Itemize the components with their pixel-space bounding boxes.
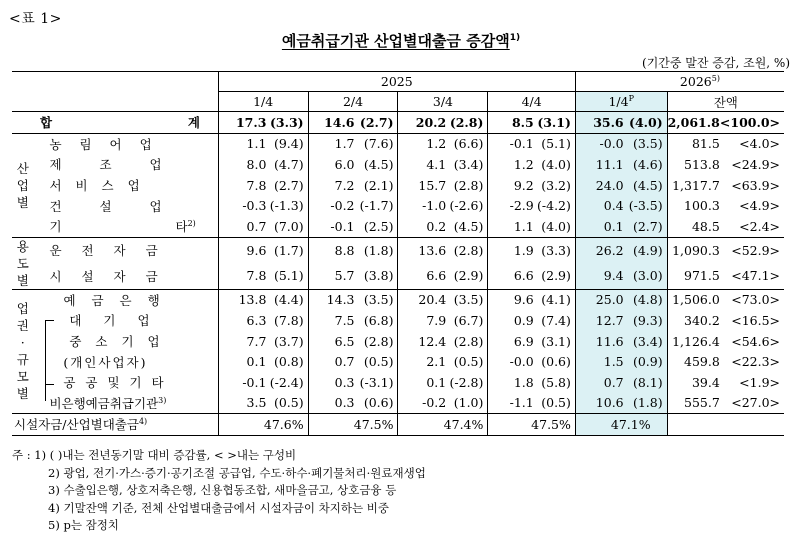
header-row-years: [12, 72, 784, 92]
row-mfg: 제 조 업 8.0 (4.7) 6.0 (4.5) 4.1 (3.4) 1.2 (4.0) 11.1 (4.6) 513.8 <24.9>: [12, 154, 784, 175]
row-op: 용 도 별 운 전 자 금 9.6 (1.7) 8.8 (1.8) 13.6 (2.8) 1.9 (3.3) 26.2 (4.9) 1,090.3 <52.9>: [12, 237, 784, 263]
row-ratio: 시설자금/산업별대출금$^{4)}$ 47.6% 47.5% 47.4% 47.5% 47.1%: [12, 414, 784, 436]
col-q1p: $1/4^P$: [575, 92, 667, 112]
table-title: 예금취급기관 산업별대출금 증감액$^{1)}$: [281, 32, 521, 50]
row-fac: 시 설 자 금 7.8 (5.1) 5.7 (3.8) 6.6 (2.9) 6.6 (2.9) 9.4 (3.0) 971.5 <47.1>: [12, 263, 784, 289]
row-bank: 업 권 · 규 모 별 예 금 은 행 13.8 (4.4) 14.3 (3.5) 20.4 (3.5) 9.6 (4.1) 25.0 (4.8) 1,506.0 <73.0>: [12, 289, 784, 310]
col-q1: 1/4: [218, 92, 308, 112]
footnotes: [12, 447, 426, 535]
row-sole: (개인사업자) 0.1 (0.8) 0.7 (0.5) 2.1 (0.5) -0.0 (0.6) 1.5 (0.9) 459.8 <22.3>: [12, 351, 784, 372]
col-balance: 잔액: [667, 92, 784, 112]
row-svc: 서 비 스 업 7.8 (2.7) 7.2 (2.1) 15.7 (2.8) 9.2 (3.2) 24.0 (4.5) 1,317.7 <63.9>: [12, 175, 784, 196]
col-q4: 4/4: [488, 92, 576, 112]
col-q3: 3/4: [398, 92, 488, 112]
footnote-4: 4) 기말잔액 기준, 전체 산업별대출금에서 시설자금이 차지하는 비중: [48, 500, 389, 515]
footnote-1: 주 : 1) ( )내는 전년동기말 대비 증감률, < >내는 구성비: [12, 448, 297, 462]
loan-table: [12, 71, 784, 436]
unit-note: (기간중 말잔 증감, 조원, %): [642, 56, 790, 70]
bracket-line: [45, 320, 54, 401]
table-label: <표 1>: [9, 11, 62, 27]
footnote-3: 3) 수출입은행, 상호저축은행, 신용협동조합, 새마을금고, 상호금융 등: [48, 483, 397, 498]
row-other: 기 타$^{2)}$ 0.7 (7.0) -0.1 (2.5) 0.2 (4.5) 1.1 (4.0) 0.1 (2.7) 48.5 <2.4>: [12, 216, 784, 237]
header-row-quarters: [12, 92, 784, 112]
row-public: 공 공 및 기 타 -0.1 (-2.4) 0.3 (-3.1) 0.1 (-2.8) 1.8 (5.8) 0.7 (8.1) 39.4 <1.9>: [12, 372, 784, 393]
year-2026-header: 2026$^{5)}$: [575, 72, 784, 92]
row-nonbank: 비은행예금취급기관$^{3)}$ 3.5 (0.5) 0.3 (0.6) -0.2 (1.0) -1.1 (0.5) 10.6 (1.8) 555.7 <27.0>: [12, 393, 784, 414]
col-q2: 2/4: [308, 92, 398, 112]
row-total: 합 계 17.3 (3.3) 14.6 (2.7) 20.2 (2.8) 8.5 (3.1) 35.6 (4.0) 2,061.8 <100.0>: [12, 112, 784, 134]
footnote-2: 2) 광업, 전기·가스·증기·공기조절 공급업, 수도·하수·폐기물처리·원료재생업: [48, 465, 426, 480]
row-agri: 산 업 별 농 림 어 업 1.1 (9.4) 1.7 (7.6) 1.2 (6.6) -0.1 (5.1) -0.0 (3.5) 81.5 <4.0>: [12, 133, 784, 154]
group-industry: 산 업 별: [12, 133, 33, 237]
row-cons: 건 설 업 -0.3 (-1.3) -0.2 (-1.7) -1.0 (-2.6) -2.9 (-4.2) 0.4 (-3.5) 100.3 <4.9>: [12, 195, 784, 216]
group-scale: 업 권 · 규 모 별: [12, 289, 33, 414]
footnote-5: 5) p는 잠정치: [48, 518, 119, 533]
year-2025-header: 2025: [218, 72, 575, 92]
group-usage: 용 도 별: [12, 237, 33, 289]
row-sme: 중 소 기 업 7.7 (3.7) 6.5 (2.8) 12.4 (2.8) 6.9 (3.1) 11.6 (3.4) 1,126.4 <54.6>: [12, 331, 784, 352]
row-large: 대 기 업 6.3 (7.8) 7.5 (6.8) 7.9 (6.7) 0.9 (7.4) 12.7 (9.3) 340.2 <16.5>: [12, 310, 784, 331]
